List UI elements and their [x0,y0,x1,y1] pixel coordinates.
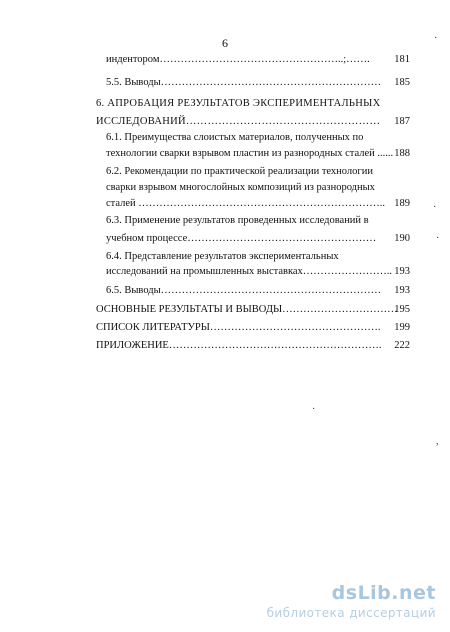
toc-page: 195 [394,304,410,315]
scan-speck: , [436,436,439,447]
scan-speck: · [433,202,437,213]
toc-line: учебном процессе……………………………………………… [106,233,377,244]
toc-page: 199 [394,322,410,333]
page-number: 6 [222,36,228,50]
toc-line: ИССЛЕДОВАНИЙ……………………………………………… [96,116,381,127]
watermark-logo: dsLib.net [331,582,436,604]
toc-page: 187 [394,116,410,127]
toc-page: 188 [394,148,410,159]
toc-line: 5.5. Выводы……………………………………………………… [106,77,382,88]
toc-page: 181 [394,54,410,65]
toc-line: 6.5. Выводы……………………………………………………… [106,285,382,296]
watermark [267,582,436,620]
toc-page: 193 [394,266,410,277]
toc-line: исследований на промышленных выставках…………………….. [106,266,393,277]
toc-line: 6.3. Применение результатов проведенных исследований в [106,215,369,226]
toc-line: ОСНОВНЫЕ РЕЗУЛЬТАТЫ И ВЫВОДЫ…………………………… [96,304,398,315]
toc-line: 6. АПРОБАЦИЯ РЕЗУЛЬТАТОВ ЭКСПЕРИМЕНТАЛЬНЫХ [96,98,381,109]
toc-page: 189 [394,198,410,209]
toc-page: 185 [394,77,410,88]
toc-page: 193 [394,285,410,296]
scan-speck: · [312,404,316,415]
scan-speck: · [434,33,438,44]
toc-line: сварки взрывом многослойных композиций из разнородных [106,182,375,193]
toc-line: сталей …………………………………………………………….. [106,198,386,209]
toc-line: индентором……………………………………………..;……. [106,54,370,65]
toc-line: 6.2. Рекомендации по практической реализации технологии [106,166,373,177]
toc-line: ПРИЛОЖЕНИЕ……………………………………………………. [96,340,382,351]
scan-speck: · [436,233,440,244]
watermark-subtitle: библиотека диссертаций [266,606,436,620]
toc-line: 6.4. Представление результатов экспериментальных [106,251,339,262]
toc-page: 222 [394,340,410,351]
toc-line: СПИСОК ЛИТЕРАТУРЫ…………………………………………. [96,322,381,333]
toc-line: технологии сварки взрывом пластин из разнородных сталей ...... [106,148,394,159]
toc-line: 6.1. Преимущества слоистых материалов, полученных по [106,132,364,143]
toc-page: 190 [394,233,410,244]
